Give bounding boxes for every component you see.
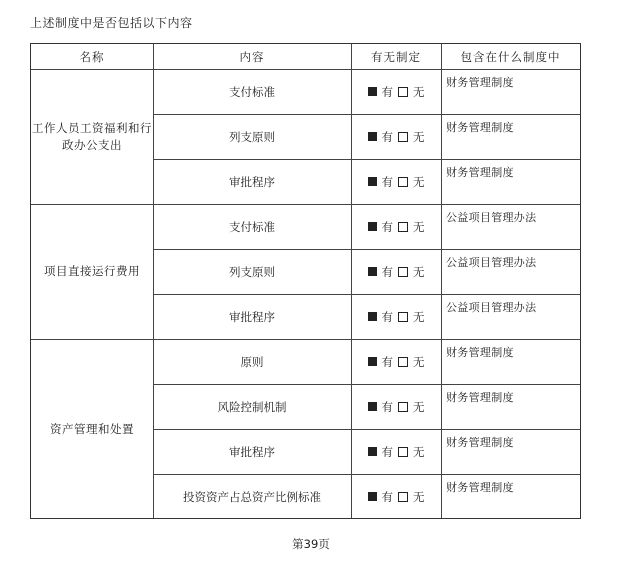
yes-no-checkboxes <box>368 489 425 505</box>
system-cell: 财务管理制度 <box>446 391 514 404</box>
has-cell <box>351 429 441 474</box>
yes-no-checkboxes <box>368 444 425 460</box>
filled-checkbox-icon <box>368 87 377 96</box>
yes-no-checkboxes <box>368 354 425 370</box>
has-cell <box>351 249 441 294</box>
no-label: 无 <box>413 309 425 324</box>
intro-text: 上述制度中是否包括以下内容 <box>30 16 193 30</box>
policy-content-table <box>30 43 581 519</box>
column-divider <box>441 44 442 518</box>
empty-checkbox-icon <box>398 222 408 232</box>
no-label: 无 <box>413 264 425 279</box>
system-cell: 公益项目管理办法 <box>446 301 537 314</box>
group-name-line: 资产管理和处置 <box>50 421 134 436</box>
no-label: 无 <box>413 219 425 234</box>
header-content: 内容 <box>239 49 265 64</box>
group-name-line: 政办公支出 <box>62 137 122 152</box>
group-name-cell <box>31 339 153 519</box>
no-label: 无 <box>413 444 425 459</box>
yes-label: 有 <box>381 219 393 234</box>
content-cell: 原则 <box>240 354 264 369</box>
yes-no-checkboxes <box>368 264 425 280</box>
filled-checkbox-icon <box>368 177 377 186</box>
system-cell: 财务管理制度 <box>446 76 514 89</box>
empty-checkbox-icon <box>398 357 408 367</box>
filled-checkbox-icon <box>368 492 377 501</box>
empty-checkbox-icon <box>398 312 408 322</box>
filled-checkbox-icon <box>368 222 377 231</box>
empty-checkbox-icon <box>398 87 408 97</box>
filled-checkbox-icon <box>368 267 377 276</box>
system-cell: 公益项目管理办法 <box>446 211 537 224</box>
filled-checkbox-icon <box>368 312 377 321</box>
system-cell: 财务管理制度 <box>446 481 514 494</box>
no-label: 无 <box>413 399 425 414</box>
yes-no-checkboxes <box>368 84 425 100</box>
has-cell <box>351 114 441 159</box>
empty-checkbox-icon <box>398 132 408 142</box>
yes-label: 有 <box>381 264 393 279</box>
has-cell <box>351 159 441 204</box>
yes-label: 有 <box>381 309 393 324</box>
header-name: 名称 <box>79 49 105 64</box>
system-cell: 公益项目管理办法 <box>446 256 537 269</box>
yes-label: 有 <box>381 84 393 99</box>
yes-label: 有 <box>381 174 393 189</box>
content-cell: 审批程序 <box>229 174 275 189</box>
content-cell: 风险控制机制 <box>217 399 287 414</box>
header-system: 包含在什么制度中 <box>460 49 561 64</box>
system-cell: 财务管理制度 <box>446 436 514 449</box>
no-label: 无 <box>413 354 425 369</box>
content-cell: 投资资产占总资产比例标准 <box>183 489 321 504</box>
yes-no-checkboxes <box>368 219 425 235</box>
content-cell: 支付标准 <box>229 219 275 234</box>
no-label: 无 <box>413 129 425 144</box>
yes-label: 有 <box>381 489 393 504</box>
content-cell: 审批程序 <box>229 309 275 324</box>
filled-checkbox-icon <box>368 357 377 366</box>
content-cell: 支付标准 <box>229 84 275 99</box>
has-cell <box>351 204 441 249</box>
header-has: 有无制定 <box>371 49 421 64</box>
filled-checkbox-icon <box>368 447 377 456</box>
page-number: 第39页 <box>292 537 330 551</box>
empty-checkbox-icon <box>398 492 408 502</box>
group-name-cell <box>31 69 153 204</box>
yes-label: 有 <box>381 129 393 144</box>
yes-label: 有 <box>381 444 393 459</box>
has-cell <box>351 294 441 339</box>
yes-no-checkboxes <box>368 399 425 415</box>
content-cell: 列支原则 <box>229 129 275 144</box>
system-cell: 财务管理制度 <box>446 166 514 179</box>
yes-label: 有 <box>381 354 393 369</box>
system-cell: 财务管理制度 <box>446 346 514 359</box>
yes-no-checkboxes <box>368 174 425 190</box>
empty-checkbox-icon <box>398 267 408 277</box>
has-cell <box>351 384 441 429</box>
has-cell <box>351 339 441 384</box>
has-cell <box>351 69 441 114</box>
empty-checkbox-icon <box>398 402 408 412</box>
filled-checkbox-icon <box>368 132 377 141</box>
no-label: 无 <box>413 84 425 99</box>
yes-no-checkboxes <box>368 309 425 325</box>
content-cell: 审批程序 <box>229 444 275 459</box>
has-cell <box>351 474 441 519</box>
group-name-cell <box>31 204 153 339</box>
content-cell: 列支原则 <box>229 264 275 279</box>
group-name-line: 工作人员工资福利和行 <box>32 120 152 135</box>
group-name-line: 项目直接运行费用 <box>44 264 140 278</box>
no-label: 无 <box>413 174 425 189</box>
yes-label: 有 <box>381 399 393 414</box>
empty-checkbox-icon <box>398 447 408 457</box>
yes-no-checkboxes <box>368 129 425 145</box>
no-label: 无 <box>413 489 425 504</box>
empty-checkbox-icon <box>398 177 408 187</box>
system-cell: 财务管理制度 <box>446 121 514 134</box>
filled-checkbox-icon <box>368 402 377 411</box>
